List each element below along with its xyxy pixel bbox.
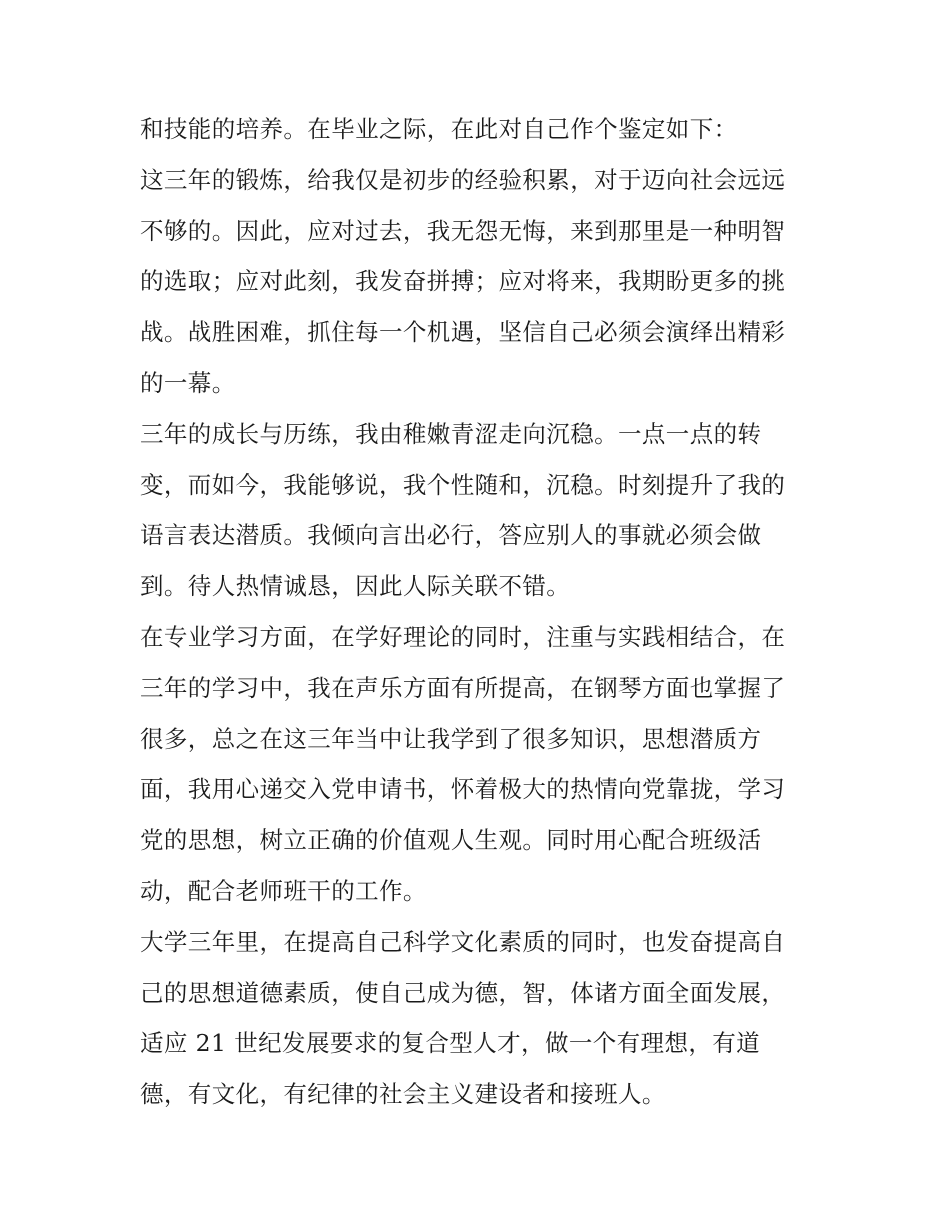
text-line: 和技能的培养。在毕业之际，在此对自己作个鉴定如下：: [140, 115, 738, 143]
text-line: 党的思想，树立正确的价值观人生观。同时用心配合班级活: [140, 826, 762, 855]
text-line: 在专业学习方面，在学好理论的同时，注重与实践相结合，在: [140, 622, 786, 651]
text-line: 面，我用心递交入党申请书，怀着极大的热情向党靠拢，学习: [140, 775, 786, 804]
paragraph-conclusion: [140, 917, 820, 1120]
text-line: 三年的学习中，我在声乐方面有所提高，在钢琴方面也掌握了: [140, 673, 786, 702]
paragraph-intro: [140, 104, 820, 155]
document-body: [140, 104, 820, 1120]
text-line: 很多，总之在这三年当中让我学到了很多知识，思想潜质方: [140, 724, 762, 753]
text-line: 语言表达潜质。我倾向言出必行，答应别人的事就必须会做: [140, 521, 762, 550]
text-line: 己的思想道德素质，使自己成为德，智，体诸方面全面发展，: [140, 978, 786, 1007]
text-line: 这三年的锻炼，给我仅是初步的经验积累，对于迈向社会远远: [140, 165, 786, 194]
text-line: 的选取；应对此刻，我发奋拼搏；应对将来，我期盼更多的挑: [140, 267, 786, 296]
text-line: 不够的。因此，应对过去，我无怨无悔，来到那里是一种明智: [140, 216, 786, 245]
text-line: 变，而如今，我能够说，我个性随和，沉稳。时刻提升了我的: [140, 470, 786, 499]
text-line: 战。战胜困难，抓住每一个机遇，坚信自己必须会演绎出精彩: [140, 318, 786, 347]
text-line: 的一幕。: [140, 368, 236, 397]
text-line: 大学三年里，在提高自己科学文化素质的同时，也发奋提高自: [140, 927, 786, 956]
paragraph-experience: [140, 155, 820, 409]
text-line: 适应 21 世纪发展要求的复合型人才，做一个有理想，有道: [140, 1029, 761, 1058]
text-line: 三年的成长与历练，我由稚嫩青涩走向沉稳。一点一点的转: [140, 419, 762, 448]
paragraph-study: [140, 612, 820, 917]
text-line: 到。待人热情诚恳，因此人际关联不错。: [140, 572, 571, 601]
paragraph-growth: [140, 409, 820, 612]
text-line: 德，有文化，有纪律的社会主义建设者和接班人。: [140, 1080, 666, 1109]
text-line: 动，配合老师班干的工作。: [140, 876, 427, 905]
